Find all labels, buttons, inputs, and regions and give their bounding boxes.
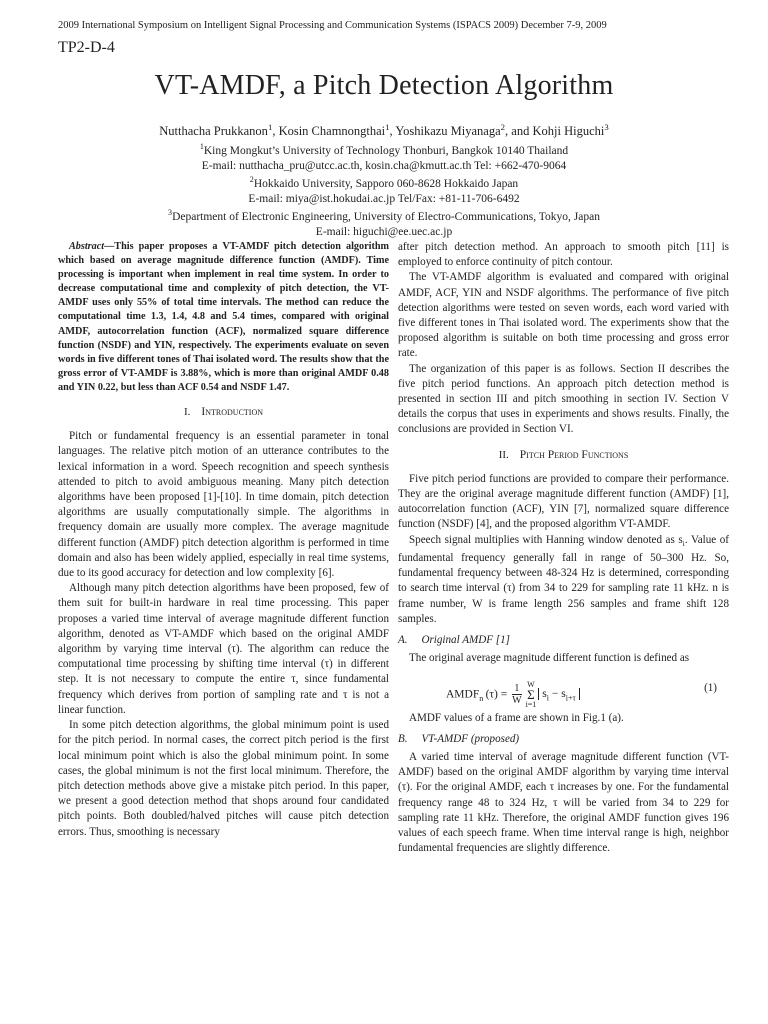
affiliation-2-contact: E-mail: miya@ist.hokudai.ac.jp Tel/Fax: +81-11-706-6492 (248, 192, 520, 205)
affiliation-3 (0, 206, 768, 224)
equation-body (446, 681, 580, 709)
subsection-title: Original AMDF [1] (421, 634, 510, 647)
equation-number: (1) (704, 681, 717, 694)
affiliation-text: King Mongkut’s University of Technology Thonburi, Bangkok 10140 Thailand (203, 144, 569, 157)
section-number: I. (183, 406, 191, 419)
affiliation-marker: 1 (199, 142, 204, 152)
paragraph: A varied time interval of average magnitude different function (VT-AMDF) based on the original AMDF algorithm by varying time interval (τ). For the original AMDF, each τ increases by one. For the fundamental frequency range 48 to 324 Hz, τ will be varied from 34 to 229 for sampling rate 11 kHz. Therefore, the original AMDF function gives 196 values of each speech frame. When time interval range is high, neighbor fundamental frequencies are slightly difference. (398, 750, 729, 855)
section-number: II. (498, 448, 509, 461)
right-column (398, 240, 729, 856)
subsection-heading-vt-amdf (398, 732, 729, 747)
eq-term: s (561, 688, 566, 701)
subsection-heading-original-amdf (398, 633, 729, 648)
paragraph-text: Speech signal multiplies with Hanning window denoted as s (409, 533, 683, 546)
eq-term-subscript: i (546, 693, 550, 703)
eq-sum-upper: W (527, 679, 535, 689)
subscript: i (682, 538, 685, 548)
author-name: Nutthacha Prukkanon (159, 124, 268, 139)
author-affiliation-marker: 1 (267, 122, 273, 132)
paragraph: The original average magnitude different function is defined as (409, 652, 690, 665)
sigma-symbol: Σ (527, 686, 535, 702)
eq-function: AMDF (446, 688, 480, 701)
eq-operator: − (551, 688, 559, 701)
eq-absolute-value (538, 688, 579, 703)
author-name: Kohji Higuchi (532, 124, 605, 139)
section-title: Pitch Period Functions (519, 448, 629, 461)
eq-summation (526, 681, 537, 709)
paragraph-text: . Value of fundamental frequency generally fall in range of 50–300 Hz. So, fundamental frequency between 48-324 Hz is determined, corresponding to search time interval (τ) from 34 to 229 for sampling rate 11 kHz. n is frame number, W is frame length 256 samples and frame shift 128 samples. (398, 533, 729, 625)
abstract-text: —This paper proposes a VT-AMDF pitch detection algorithm which based on average magnitude difference function (AMDF). Time processing is important when implement in real time system. In order to decrease computational time and complexity of pitch detection, the VT-AMDF uses only 55% of total time intervals. The method can reduce the computational time 1.3, 1.4, 4.8 and 5.4 times, compared with original AMDF, autocorrelation function (ACF), normalized square difference function (NSDF) and YIN, respectively. The experiments evaluate on seven words in five different tones of Thai isolated word. The results show that the gross error of VT-AMDF is 3.88%, which is more than original AMDF 0.48 and YIN 0.22, but less than ACF 0.54 and NSDF 1.47. (58, 241, 389, 393)
eq-fraction (512, 683, 521, 706)
section-heading-pitch-period-functions (398, 448, 729, 463)
author-affiliation-marker: 1 (385, 122, 390, 132)
paragraph: In some pitch detection algorithms, the global minimum point is used for the pitch period. In normal cases, the correct pitch period is the first local minimum point which is also the global minimum point. In some cases, the global minimum is not the first local minimum. Therefore, the pitch detection methods above give a mistake pitch period. In this paper, we present a good detection method that shops around four candidated pitch points. Both doubled/halved pitches will cause pitch detection errors. Thus, smoothing is necessary (58, 719, 389, 838)
eq-numerator: 1 (512, 683, 521, 695)
affiliation-1-contact: E-mail: nutthacha_pru@utcc.ac.th, kosin.cha@kmutt.ac.th Tel: +662-470-9064 (201, 159, 567, 172)
paper-title: VT-AMDF, a Pitch Detection Algorithm (154, 70, 614, 101)
eq-subscript: n (479, 693, 484, 703)
paragraph: Although many pitch detection algorithms have been proposed, few of them suit for built-in hardware in real time processing. This paper proposes a varied time interval of average magnitude different function algorithm, denoted as VT-AMDF which based on the original AMDF algorithm by varying time interval (τ). The algorithm can reduce the computational time processing by shifting time interval (τ) in different step. It is not necessary to compute the entire τ, since fundamental frequency which derives from portion of sampling rate and τ is not a linear function. (58, 582, 389, 716)
paragraph: The organization of this paper is as follows. Section II describes the five pitch period functions. An approach pitch detection method is presented in section III and pitch smoothing in section IV. Section V details the corpus that uses in experiments and shows results. Finally, the conclusions are provided in Section VI. (398, 362, 729, 436)
author-affiliation-marker: 3 (604, 122, 609, 132)
author-affiliation-marker: 2 (500, 122, 506, 132)
eq-argument: (τ) = (485, 688, 508, 701)
eq-sum-lower: i=1 (525, 699, 537, 709)
subsection-title: VT-AMDF (proposed) (421, 732, 520, 745)
equation-1 (398, 671, 729, 709)
paragraph: AMDF values of a frame are shown in Fig.1 (a). (409, 711, 624, 724)
affiliation-3-contact: E-mail: higuchi@ee.uec.ac.jp (315, 225, 453, 238)
author-block (0, 119, 768, 239)
author-name: Kosin Chamnongthai (278, 124, 386, 139)
affiliation-1 (0, 140, 768, 158)
author-name: Yoshikazu Miyanaga (395, 124, 501, 139)
paragraph: The VT-AMDF algorithm is evaluated and compared with original AMDF, ACF, YIN and NSDF algorithms. The performance of five pitch detection algorithms were tested on seven words, each word varied with five different tones in Thai isolated word. The experiments show that the proposed algorithm is suitable on both time processing and gross error rate. (398, 271, 729, 360)
paragraph: Five pitch period functions are provided to compare their performance. They are the original average magnitude different function (AMDF) [1], autocorrelation function (ACF), YIN [7], normalized square difference function (NSDF) [4], and the proposed algorithm VT-AMDF. (398, 472, 729, 531)
affiliation-text: Hokkaido University, Sapporo 060-8628 Hokkaido Japan (253, 178, 519, 190)
section-heading-introduction (58, 405, 389, 420)
author-list: Nutthacha Prukkanon$^1$, Kosin Chamnongthai$^1$, Yoshikazu Miyanaga$^2$, and Kohji Higuchi$^3$ (159, 122, 609, 139)
eq-term-subscript: i+τ (565, 693, 576, 703)
paper-code: TP2-D-4 (58, 39, 115, 56)
section-title: Introduction (201, 406, 264, 419)
abstract-label: Abstract (69, 241, 105, 252)
eq-denominator: W (512, 695, 522, 706)
affiliation-2 (0, 173, 768, 191)
paragraph: Pitch or fundamental frequency is an essential parameter in tonal languages. The relative pitch motion of an utterance contributes to the lexical information in a word. Speech recognition and speech synthesis attended to pitch to avoid ambiguous meaning. Many pitch detection algorithms have been proposed [1]-[10]. In time domain, pitch detection algorithms are usually computationally simple. The algorithms in frequency domain are usually more complex. The average magnitude different function (AMDF) pitch detection algorithm is performed in time domain and also has been widely applied, especially in real time systems, due to its good accuracy for detection and low complexity [6]. (58, 430, 389, 580)
paragraph (398, 533, 729, 627)
affiliation-marker: 2 (249, 175, 254, 185)
paragraph: after pitch detection method. An approach to smooth pitch [11] is employed to enforce continuity of pitch contour. (398, 241, 729, 269)
eq-term: s (542, 688, 547, 701)
affiliation-text: Department of Electronic Engineering, University of Electro-Communications, Tokyo, Japan (172, 211, 600, 224)
subsection-label: B. (398, 732, 408, 745)
subsection-label: A. (398, 634, 408, 647)
conference-header: 2009 International Symposium on Intelligent Signal Processing and Communication Systems (ISPACS 2009) December 7-9, 2009 (58, 20, 607, 31)
abstract (58, 240, 389, 395)
affiliation-marker: 3 (168, 208, 173, 218)
left-column (58, 240, 389, 840)
